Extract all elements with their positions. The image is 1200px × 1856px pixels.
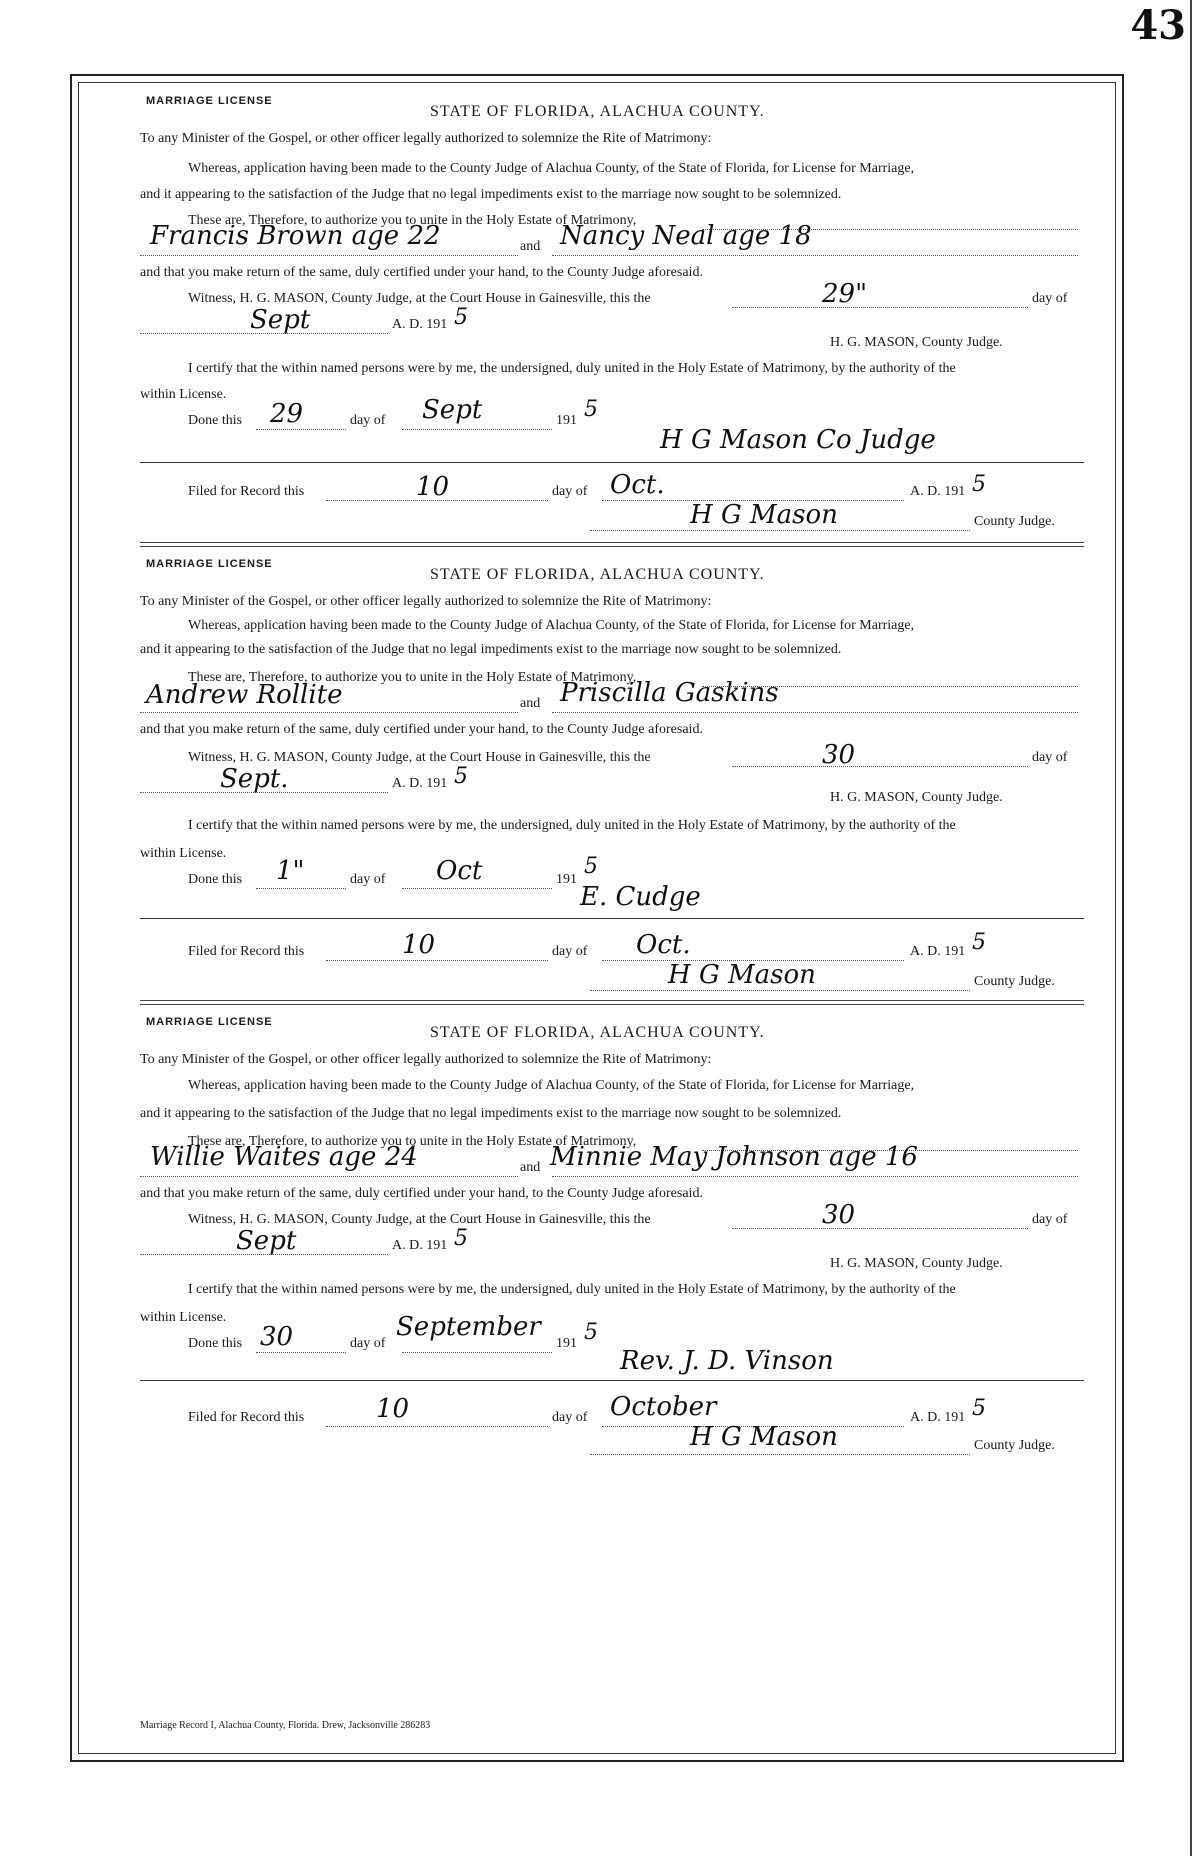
filed-for-record-label: Filed for Record this — [188, 944, 305, 959]
section-divider — [140, 462, 1084, 463]
certify-clause: I certify that the within named persons were by me, the undersigned, duly united in the Holy Estate of Matrimony, by the authority of the — [188, 1282, 956, 1297]
done-day: 30 — [260, 1322, 294, 1352]
officiant-signature: Rev. J. D. Vinson — [620, 1346, 834, 1376]
fill-line — [140, 255, 518, 256]
return-clause: and that you make return of the same, duly certified under your hand, to the County Judge aforesaid. — [140, 722, 703, 737]
groom-name: Andrew Rollite — [146, 680, 343, 710]
done-day: 29 — [270, 399, 304, 429]
fill-line — [256, 429, 346, 430]
done-day: 1" — [276, 856, 305, 886]
done-year: 5 — [584, 854, 598, 879]
page-edge — [1190, 0, 1192, 1856]
day-of-label: day of — [552, 484, 588, 499]
done-month: Oct — [436, 856, 483, 886]
filed-month: Oct. — [636, 930, 691, 960]
filed-for-record-label: Filed for Record this — [188, 484, 305, 499]
filed-day: 10 — [416, 472, 450, 502]
within-license: within License. — [140, 846, 227, 861]
ad-label: A. D. 191 — [392, 776, 448, 791]
impediments-clause: and it appearing to the satisfaction of the Judge that no legal impediments exist to the marriage now sought to be solemnized. — [140, 642, 842, 657]
filed-day: 10 — [376, 1394, 410, 1424]
filing-signature: H G Mason — [668, 960, 816, 990]
day-of-label: day of — [552, 1410, 588, 1425]
whereas-clause: Whereas, application having been made to the County Judge of Alachua County, of the State of Florida, for License for Marriage, — [188, 161, 915, 176]
year-label: 191 — [556, 872, 577, 887]
filed-for-record-label: Filed for Record this — [188, 1410, 305, 1425]
judge-printed-signature: H. G. MASON, County Judge. — [830, 1256, 1003, 1271]
whereas-clause: Whereas, application having been made to the County Judge of Alachua County, of the State of Florida, for License for Marriage, — [188, 618, 915, 633]
witness-day: 29" — [822, 279, 868, 309]
and-word: and — [520, 1160, 541, 1175]
witness-year: 5 — [454, 305, 468, 330]
section-divider — [140, 918, 1084, 919]
fill-line — [326, 1426, 548, 1427]
impediments-clause: and it appearing to the satisfaction of the Judge that no legal impediments exist to the marriage now sought to be solemnized. — [140, 187, 842, 202]
printer-footer: Marriage Record I, Alachua County, Florida. Drew, Jacksonville 286283 — [140, 1720, 431, 1731]
fill-line — [256, 1352, 346, 1353]
license-separator — [140, 1000, 1084, 1005]
witness-month: Sept. — [220, 764, 289, 794]
authorize-clause: These are, Therefore, to authorize you to unite in the Holy Estate of Matrimony, — [188, 670, 637, 685]
fill-line — [326, 960, 548, 961]
witness-day: 30 — [822, 740, 856, 770]
fill-line — [140, 712, 518, 713]
witness-month: Sept — [236, 1226, 297, 1256]
bride-name: Priscilla Gaskins — [560, 678, 779, 708]
witness-month: Sept — [250, 305, 311, 335]
done-year: 5 — [584, 397, 598, 422]
filed-day: 10 — [402, 930, 436, 960]
minister-address: To any Minister of the Gospel, or other officer legally authorized to solemnize the Rite of Matrimony: — [140, 131, 712, 146]
groom-name: Francis Brown age 22 — [150, 221, 441, 251]
filed-year: 5 — [972, 472, 986, 497]
ad-label: A. D. 191 — [910, 484, 966, 499]
filed-year: 5 — [972, 1396, 986, 1421]
day-of-label: day of — [552, 944, 588, 959]
whereas-clause: Whereas, application having been made to the County Judge of Alachua County, of the State of Florida, for License for Marriage, — [188, 1078, 915, 1093]
fill-line — [402, 1352, 552, 1353]
filing-signature: H G Mason — [690, 1422, 838, 1452]
witness-year: 5 — [454, 1226, 468, 1251]
done-this-label: Done this — [188, 1336, 243, 1351]
state-title: STATE OF FLORIDA, ALACHUA COUNTY. — [430, 566, 765, 583]
license-label: MARRIAGE LICENSE — [146, 95, 273, 107]
day-of-label: day of — [1032, 291, 1068, 306]
certify-clause: I certify that the within named persons were by me, the undersigned, duly united in the Holy Estate of Matrimony, by the authority of the — [188, 361, 956, 376]
done-year: 5 — [584, 1320, 598, 1345]
and-word: and — [520, 696, 541, 711]
minister-address: To any Minister of the Gospel, or other officer legally authorized to solemnize the Rite of Matrimony: — [140, 1052, 712, 1067]
judge-printed-signature: H. G. MASON, County Judge. — [830, 335, 1003, 350]
done-month: September — [396, 1312, 541, 1342]
ad-label: A. D. 191 — [392, 317, 448, 332]
fill-line — [552, 1176, 1078, 1177]
certify-clause: I certify that the within named persons were by me, the undersigned, duly united in the Holy Estate of Matrimony, by the authority of the — [188, 818, 956, 833]
ad-label: A. D. 191 — [910, 1410, 966, 1425]
section-divider — [140, 1380, 1084, 1381]
minister-address: To any Minister of the Gospel, or other officer legally authorized to solemnize the Rite of Matrimony: — [140, 594, 712, 609]
license-label: MARRIAGE LICENSE — [146, 1016, 273, 1028]
filing-signature: H G Mason — [690, 500, 838, 530]
authorize-clause: These are, Therefore, to authorize you to unite in the Holy Estate of Matrimony, — [188, 213, 637, 228]
judge-printed-signature: H. G. MASON, County Judge. — [830, 790, 1003, 805]
bride-name: Nancy Neal age 18 — [560, 221, 812, 251]
within-license: within License. — [140, 387, 227, 402]
groom-name: Willie Waites age 24 — [150, 1142, 418, 1172]
fill-line — [256, 888, 346, 889]
fill-line — [590, 530, 970, 531]
county-judge-label: County Judge. — [974, 1438, 1055, 1453]
witness-clause: Witness, H. G. MASON, County Judge, at the Court House in Gainesville, this the — [188, 1212, 651, 1227]
witness-clause: Witness, H. G. MASON, County Judge, at the Court House in Gainesville, this the — [188, 750, 651, 765]
filed-month: October — [610, 1392, 717, 1422]
filed-month: Oct. — [610, 470, 665, 500]
year-label: 191 — [556, 413, 577, 428]
fill-line — [590, 990, 970, 991]
within-license: within License. — [140, 1310, 227, 1325]
fill-line — [402, 888, 552, 889]
page-number: 43 — [1130, 2, 1186, 49]
witness-year: 5 — [454, 764, 468, 789]
county-judge-label: County Judge. — [974, 514, 1055, 529]
fill-line — [552, 255, 1078, 256]
ad-label: A. D. 191 — [910, 944, 966, 959]
fill-line — [140, 1176, 518, 1177]
officiant-signature: H G Mason Co Judge — [660, 425, 936, 455]
fill-line — [552, 712, 1078, 713]
county-judge-label: County Judge. — [974, 974, 1055, 989]
and-word: and — [520, 239, 541, 254]
return-clause: and that you make return of the same, duly certified under your hand, to the County Judge aforesaid. — [140, 265, 703, 280]
fill-line — [732, 766, 1028, 767]
fill-line — [402, 429, 552, 430]
fill-line — [732, 307, 1028, 308]
day-of-label: day of — [1032, 1212, 1068, 1227]
fill-line — [732, 1228, 1028, 1229]
done-this-label: Done this — [188, 413, 243, 428]
license-label: MARRIAGE LICENSE — [146, 558, 273, 570]
year-label: 191 — [556, 1336, 577, 1351]
day-of-label: day of — [350, 413, 386, 428]
day-of-label: day of — [350, 1336, 386, 1351]
witness-day: 30 — [822, 1200, 856, 1230]
state-title: STATE OF FLORIDA, ALACHUA COUNTY. — [430, 103, 765, 120]
day-of-label: day of — [1032, 750, 1068, 765]
filed-year: 5 — [972, 930, 986, 955]
ad-label: A. D. 191 — [392, 1238, 448, 1253]
license-separator — [140, 542, 1084, 547]
day-of-label: day of — [350, 872, 386, 887]
state-title: STATE OF FLORIDA, ALACHUA COUNTY. — [430, 1024, 765, 1041]
bride-name: Minnie May Johnson age 16 — [550, 1142, 918, 1172]
done-this-label: Done this — [188, 872, 243, 887]
fill-line — [590, 1454, 970, 1455]
return-clause: and that you make return of the same, duly certified under your hand, to the County Judge aforesaid. — [140, 1186, 703, 1201]
officiant-signature: E. Cudge — [580, 882, 701, 912]
done-month: Sept — [422, 395, 483, 425]
authorize-clause: These are, Therefore, to authorize you to unite in the Holy Estate of Matrimony, — [188, 1134, 637, 1149]
impediments-clause: and it appearing to the satisfaction of the Judge that no legal impediments exist to the marriage now sought to be solemnized. — [140, 1106, 842, 1121]
witness-clause: Witness, H. G. MASON, County Judge, at the Court House in Gainesville, this the — [188, 291, 651, 306]
